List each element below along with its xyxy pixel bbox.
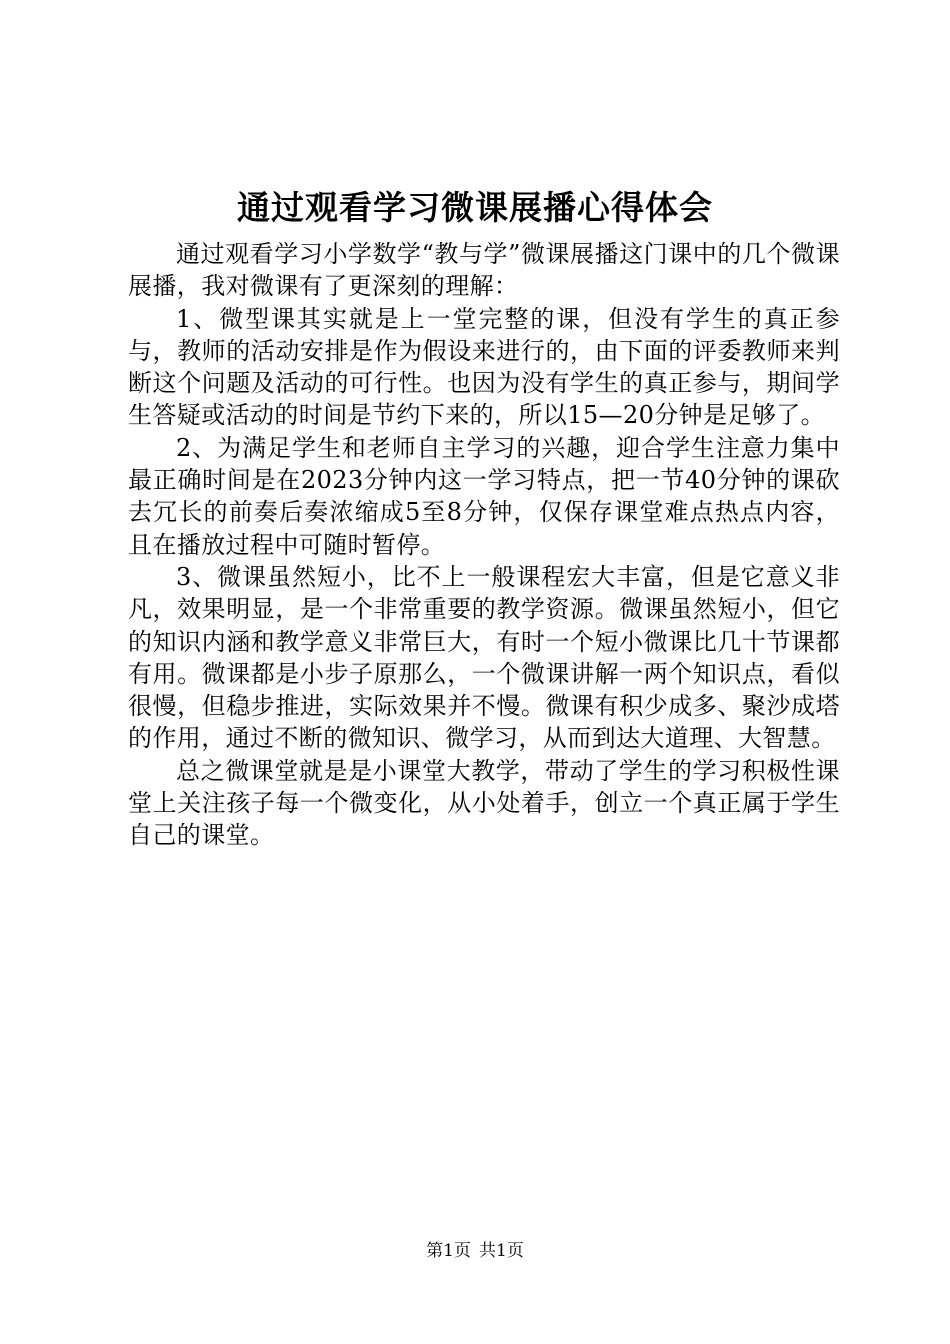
paragraph-point-2: 2、为满足学生和老师自主学习的兴趣，迎合学生注意力集中最正确时间是在2023分钟内这一学习特点，把一节40分钟的课砍去冗长的前奏后奏浓缩成5至8分钟，仅保存课堂难点热点内容，且在播放过程中可随时暂停。: [128, 433, 840, 559]
paragraph-point-3: 3、微课虽然短小，比不上一般课程宏大丰富，但是它意义非凡，效果明显，是一个非常重要的教学资源。微课虽然短小，但它的知识内涵和教学意义非常巨大，有时一个短小微课比几十节课都有用。微课都是小步子原那么，一个微课讲解一两个知识点，看似很慢，但稳步推进，实际效果并不慢。微课有积少成多、聚沙成塔的作用，通过不断的微知识、微学习，从而到达大道理、大智慧。: [128, 562, 840, 753]
page-total: 共1页: [479, 1241, 524, 1261]
page-footer: [0, 1239, 950, 1263]
page-number: 第1页: [426, 1241, 471, 1261]
paragraph-conclusion: 总之微课堂就是是小课堂大教学，带动了学生的学习积极性课堂上关注孩子每一个微变化，从小处着手，创立一个真正属于学生自己的课堂。: [128, 756, 840, 850]
paragraph-intro: 通过观看学习小学数学“教与学”微课展播这门课中的几个微课展播，我对微课有了更深刻的理解：: [128, 240, 840, 301]
document-body: [128, 238, 840, 852]
document-title: 通过观看学习微课展播心得体会: [237, 188, 713, 227]
paragraph-point-1: 1、微型课其实就是上一堂完整的课，但没有学生的真正参与，教师的活动安排是作为假设来进行的，由下面的评委教师来判断这个问题及活动的可行性。也因为没有学生的真正参与，期间学生答疑或活动的时间是节约下来的，所以15—20分钟是足够了。: [128, 304, 840, 430]
